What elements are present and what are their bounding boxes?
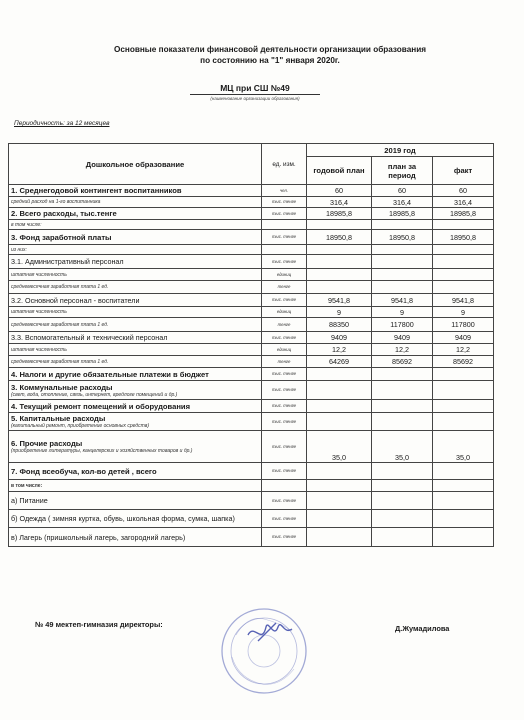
row-label-text: 3.2. Основной персонал - воспитатели bbox=[11, 295, 140, 305]
table-row bbox=[9, 492, 494, 510]
table-row bbox=[9, 294, 494, 307]
row-label bbox=[9, 528, 262, 547]
row-label bbox=[9, 463, 262, 480]
cell-period-plan bbox=[372, 220, 433, 230]
table-row bbox=[9, 356, 494, 368]
cell-fact: 12,2 bbox=[433, 344, 494, 356]
cell-period-plan bbox=[372, 269, 433, 281]
row-unit: тыс. тенге bbox=[262, 368, 307, 381]
row-label bbox=[9, 344, 262, 356]
row-label bbox=[9, 318, 262, 332]
row-label-text: 4. Текущий ремонт помещений и оборудования bbox=[11, 401, 191, 411]
cell-fact: 35,0 bbox=[433, 431, 494, 463]
cell-annual-plan bbox=[307, 413, 372, 431]
table-row bbox=[9, 400, 494, 413]
row-label-text: из них: bbox=[11, 246, 27, 253]
row-label-text: средний расход на 1-го воспитанника bbox=[11, 199, 101, 205]
cell-annual-plan: 18985,8 bbox=[307, 208, 372, 220]
row-unit: тыс. тенге bbox=[262, 208, 307, 220]
row-unit: тыс. тенге bbox=[262, 400, 307, 413]
table-row bbox=[9, 480, 494, 492]
cell-fact bbox=[433, 400, 494, 413]
row-label-text: среднемесячная заработная плата 1 ед. bbox=[11, 321, 109, 328]
cell-annual-plan bbox=[307, 281, 372, 294]
table-row bbox=[9, 413, 494, 431]
cell-period-plan: 85692 bbox=[372, 356, 433, 368]
header-year: 2019 год bbox=[307, 144, 494, 157]
cell-fact: 60 bbox=[433, 185, 494, 197]
cell-period-plan: 12,2 bbox=[372, 344, 433, 356]
row-label-text: 5. Капитальные расходы bbox=[11, 414, 106, 423]
row-label-text: среднемесячная заработная плата 1 ед. bbox=[11, 284, 109, 290]
organization-name: МЦ при СШ №49 bbox=[190, 83, 320, 95]
table-row bbox=[9, 197, 494, 208]
row-label bbox=[9, 294, 262, 307]
row-sublabel: (свет, вода, отопление, связь, интернет, вредлоге помещений и др.) bbox=[11, 391, 178, 398]
cell-annual-plan bbox=[307, 463, 372, 480]
header-section: Дошкольное образование bbox=[9, 144, 262, 185]
row-unit: тыс. тенге bbox=[262, 463, 307, 480]
table-row bbox=[9, 281, 494, 294]
row-label-text: штатная численность bbox=[11, 309, 67, 315]
cell-annual-plan: 9 bbox=[307, 307, 372, 318]
cell-period-plan bbox=[372, 510, 433, 528]
row-unit: тыс. тенге bbox=[262, 510, 307, 528]
table-row bbox=[9, 185, 494, 197]
cell-fact bbox=[433, 463, 494, 480]
row-unit: тыс. тенге bbox=[262, 197, 307, 208]
cell-fact: 18985,8 bbox=[433, 208, 494, 220]
cell-fact bbox=[433, 368, 494, 381]
row-label-text: 1. Среднегодовой контингент воспитанников bbox=[11, 186, 182, 195]
cell-annual-plan bbox=[307, 368, 372, 381]
row-label bbox=[9, 492, 262, 510]
financial-indicators-table bbox=[8, 143, 494, 547]
cell-annual-plan bbox=[307, 220, 372, 230]
cell-period-plan: 9409 bbox=[372, 332, 433, 344]
row-label-text: 4. Налоги и другие обязательные платежи в бюджет bbox=[11, 369, 209, 379]
row-label bbox=[9, 220, 262, 230]
official-stamp-with-signature bbox=[218, 605, 310, 697]
cell-period-plan bbox=[372, 480, 433, 492]
row-label bbox=[9, 368, 262, 381]
header-period-plan: план за период bbox=[372, 157, 433, 185]
organization-caption: (наименование организации образования) bbox=[210, 96, 300, 101]
cell-annual-plan bbox=[307, 510, 372, 528]
cell-period-plan bbox=[372, 255, 433, 269]
row-sublabel: (капитальный ремонт, приобретение основных средств) bbox=[11, 423, 150, 429]
row-unit: тенге bbox=[262, 318, 307, 332]
row-label-text: 2. Всего расходы, тыс.тенге bbox=[11, 209, 117, 218]
cell-annual-plan bbox=[307, 528, 372, 547]
row-label-text: 6. Прочие расходы bbox=[11, 439, 83, 448]
row-sublabel: (приобретение литературы, канцелярских и хозяйственных товаров и др.) bbox=[11, 448, 193, 454]
cell-fact: 9409 bbox=[433, 332, 494, 344]
row-label-text: 3. Фонд заработной платы bbox=[11, 232, 112, 242]
cell-annual-plan bbox=[307, 269, 372, 281]
row-label bbox=[9, 356, 262, 368]
row-label bbox=[9, 332, 262, 344]
row-label-text: 3.1. Административный персонал bbox=[11, 257, 124, 266]
table-row bbox=[9, 344, 494, 356]
director-name: Д.Жумадилова bbox=[395, 624, 450, 633]
cell-period-plan bbox=[372, 245, 433, 255]
table-row bbox=[9, 318, 494, 332]
row-unit: чел. bbox=[262, 185, 307, 197]
document-title bbox=[60, 44, 480, 66]
row-label bbox=[9, 255, 262, 269]
row-unit: тыс. тенге bbox=[262, 294, 307, 307]
cell-period-plan: 9541,8 bbox=[372, 294, 433, 307]
row-unit: тыс. тенге bbox=[262, 492, 307, 510]
cell-period-plan bbox=[372, 381, 433, 400]
reporting-period: Периодичность: за 12 месяцев bbox=[14, 120, 110, 127]
cell-annual-plan: 12,2 bbox=[307, 344, 372, 356]
cell-period-plan: 18950,8 bbox=[372, 230, 433, 245]
cell-period-plan bbox=[372, 368, 433, 381]
row-unit: тыс. тенге bbox=[262, 431, 307, 463]
cell-period-plan bbox=[372, 281, 433, 294]
row-unit: тыс. тенге bbox=[262, 528, 307, 547]
row-label-text: 3.3. Вспомогательный и технический персонал bbox=[11, 333, 168, 342]
row-label bbox=[9, 431, 262, 463]
row-label bbox=[9, 245, 262, 255]
cell-fact bbox=[433, 269, 494, 281]
cell-annual-plan bbox=[307, 381, 372, 400]
cell-period-plan: 117800 bbox=[372, 318, 433, 332]
row-label-text: среднемесячная заработная плата 1 ед. bbox=[11, 358, 109, 365]
row-label-text: 7. Фонд всеобуча, кол-во детей , всего bbox=[11, 466, 157, 476]
cell-fact bbox=[433, 245, 494, 255]
table-row bbox=[9, 528, 494, 547]
row-unit: тыс. тенге bbox=[262, 255, 307, 269]
cell-period-plan bbox=[372, 400, 433, 413]
table-row bbox=[9, 368, 494, 381]
cell-annual-plan: 9541,8 bbox=[307, 294, 372, 307]
table-row bbox=[9, 463, 494, 480]
cell-annual-plan: 9409 bbox=[307, 332, 372, 344]
cell-fact: 9541,8 bbox=[433, 294, 494, 307]
cell-annual-plan bbox=[307, 255, 372, 269]
row-label bbox=[9, 269, 262, 281]
cell-fact bbox=[433, 255, 494, 269]
row-label bbox=[9, 185, 262, 197]
row-unit bbox=[262, 220, 307, 230]
cell-annual-plan bbox=[307, 492, 372, 510]
cell-fact bbox=[433, 510, 494, 528]
row-unit: тыс. тенге bbox=[262, 230, 307, 245]
cell-fact bbox=[433, 528, 494, 547]
cell-fact: 18950,8 bbox=[433, 230, 494, 245]
row-unit: единиц bbox=[262, 344, 307, 356]
title-line-2: по состоянию на "1" января 2020г. bbox=[200, 56, 340, 65]
cell-period-plan: 9 bbox=[372, 307, 433, 318]
row-label bbox=[9, 230, 262, 245]
director-label: № 49 мектеп-гимназия директоры: bbox=[35, 620, 163, 629]
row-unit: тыс. тенге bbox=[262, 413, 307, 431]
cell-fact bbox=[433, 413, 494, 431]
cell-fact: 85692 bbox=[433, 356, 494, 368]
table-row bbox=[9, 269, 494, 281]
cell-annual-plan: 18950,8 bbox=[307, 230, 372, 245]
cell-annual-plan: 64269 bbox=[307, 356, 372, 368]
row-label-text: в) Лагерь (пришкольный лагерь, загородний лагерь) bbox=[11, 532, 186, 542]
row-label bbox=[9, 381, 262, 400]
row-unit bbox=[262, 480, 307, 492]
row-label-text: а) Питание bbox=[11, 496, 48, 505]
row-label-text: штатная численность bbox=[11, 346, 67, 353]
cell-period-plan: 316,4 bbox=[372, 197, 433, 208]
row-label bbox=[9, 208, 262, 220]
cell-annual-plan bbox=[307, 480, 372, 492]
cell-fact bbox=[433, 220, 494, 230]
row-label bbox=[9, 197, 262, 208]
row-label bbox=[9, 281, 262, 294]
cell-period-plan bbox=[372, 413, 433, 431]
table-row bbox=[9, 381, 494, 400]
cell-fact bbox=[433, 281, 494, 294]
table-row bbox=[9, 307, 494, 318]
cell-period-plan: 35,0 bbox=[372, 431, 433, 463]
cell-fact: 117800 bbox=[433, 318, 494, 332]
table-row bbox=[9, 431, 494, 463]
header-annual-plan: годовой план bbox=[307, 157, 372, 185]
row-label bbox=[9, 307, 262, 318]
row-unit: единиц bbox=[262, 307, 307, 318]
cell-period-plan: 18985,8 bbox=[372, 208, 433, 220]
row-label bbox=[9, 400, 262, 413]
row-unit: тенге bbox=[262, 281, 307, 294]
row-label-text: б) Одежда ( зимняя куртка, обувь, школьная форма, сумка, шапка) bbox=[11, 514, 235, 523]
cell-annual-plan bbox=[307, 245, 372, 255]
cell-fact: 316,4 bbox=[433, 197, 494, 208]
cell-annual-plan: 35,0 bbox=[307, 431, 372, 463]
table-row bbox=[9, 332, 494, 344]
row-label-text: штатная численность bbox=[11, 271, 67, 278]
cell-period-plan bbox=[372, 463, 433, 480]
row-unit bbox=[262, 245, 307, 255]
row-label bbox=[9, 480, 262, 492]
table-row bbox=[9, 220, 494, 230]
row-unit: единиц bbox=[262, 269, 307, 281]
cell-annual-plan: 88350 bbox=[307, 318, 372, 332]
cell-fact: 9 bbox=[433, 307, 494, 318]
row-unit: тенге bbox=[262, 356, 307, 368]
row-label bbox=[9, 510, 262, 528]
cell-period-plan bbox=[372, 492, 433, 510]
row-unit: тыс. тенге bbox=[262, 332, 307, 344]
cell-period-plan bbox=[372, 528, 433, 547]
table-header-row bbox=[9, 144, 494, 157]
table-row bbox=[9, 230, 494, 245]
title-line-1: Основные показатели финансовой деятельности организации образования bbox=[113, 45, 427, 54]
table-row bbox=[9, 255, 494, 269]
cell-annual-plan: 60 bbox=[307, 185, 372, 197]
cell-fact bbox=[433, 492, 494, 510]
cell-annual-plan: 316,4 bbox=[307, 197, 372, 208]
header-fact: факт bbox=[433, 157, 494, 185]
row-label-text: 3. Коммунальные расходы bbox=[11, 382, 113, 392]
table-row bbox=[9, 245, 494, 255]
table-row bbox=[9, 208, 494, 220]
row-unit: тыс. тенге bbox=[262, 381, 307, 400]
cell-fact bbox=[433, 480, 494, 492]
table-row bbox=[9, 510, 494, 528]
cell-annual-plan bbox=[307, 400, 372, 413]
cell-period-plan: 60 bbox=[372, 185, 433, 197]
cell-fact bbox=[433, 381, 494, 400]
row-label-text: в том числе: bbox=[11, 482, 43, 489]
row-label-text: в том числе: bbox=[11, 221, 42, 228]
row-label bbox=[9, 413, 262, 431]
header-unit: ед. изм. bbox=[262, 144, 307, 185]
